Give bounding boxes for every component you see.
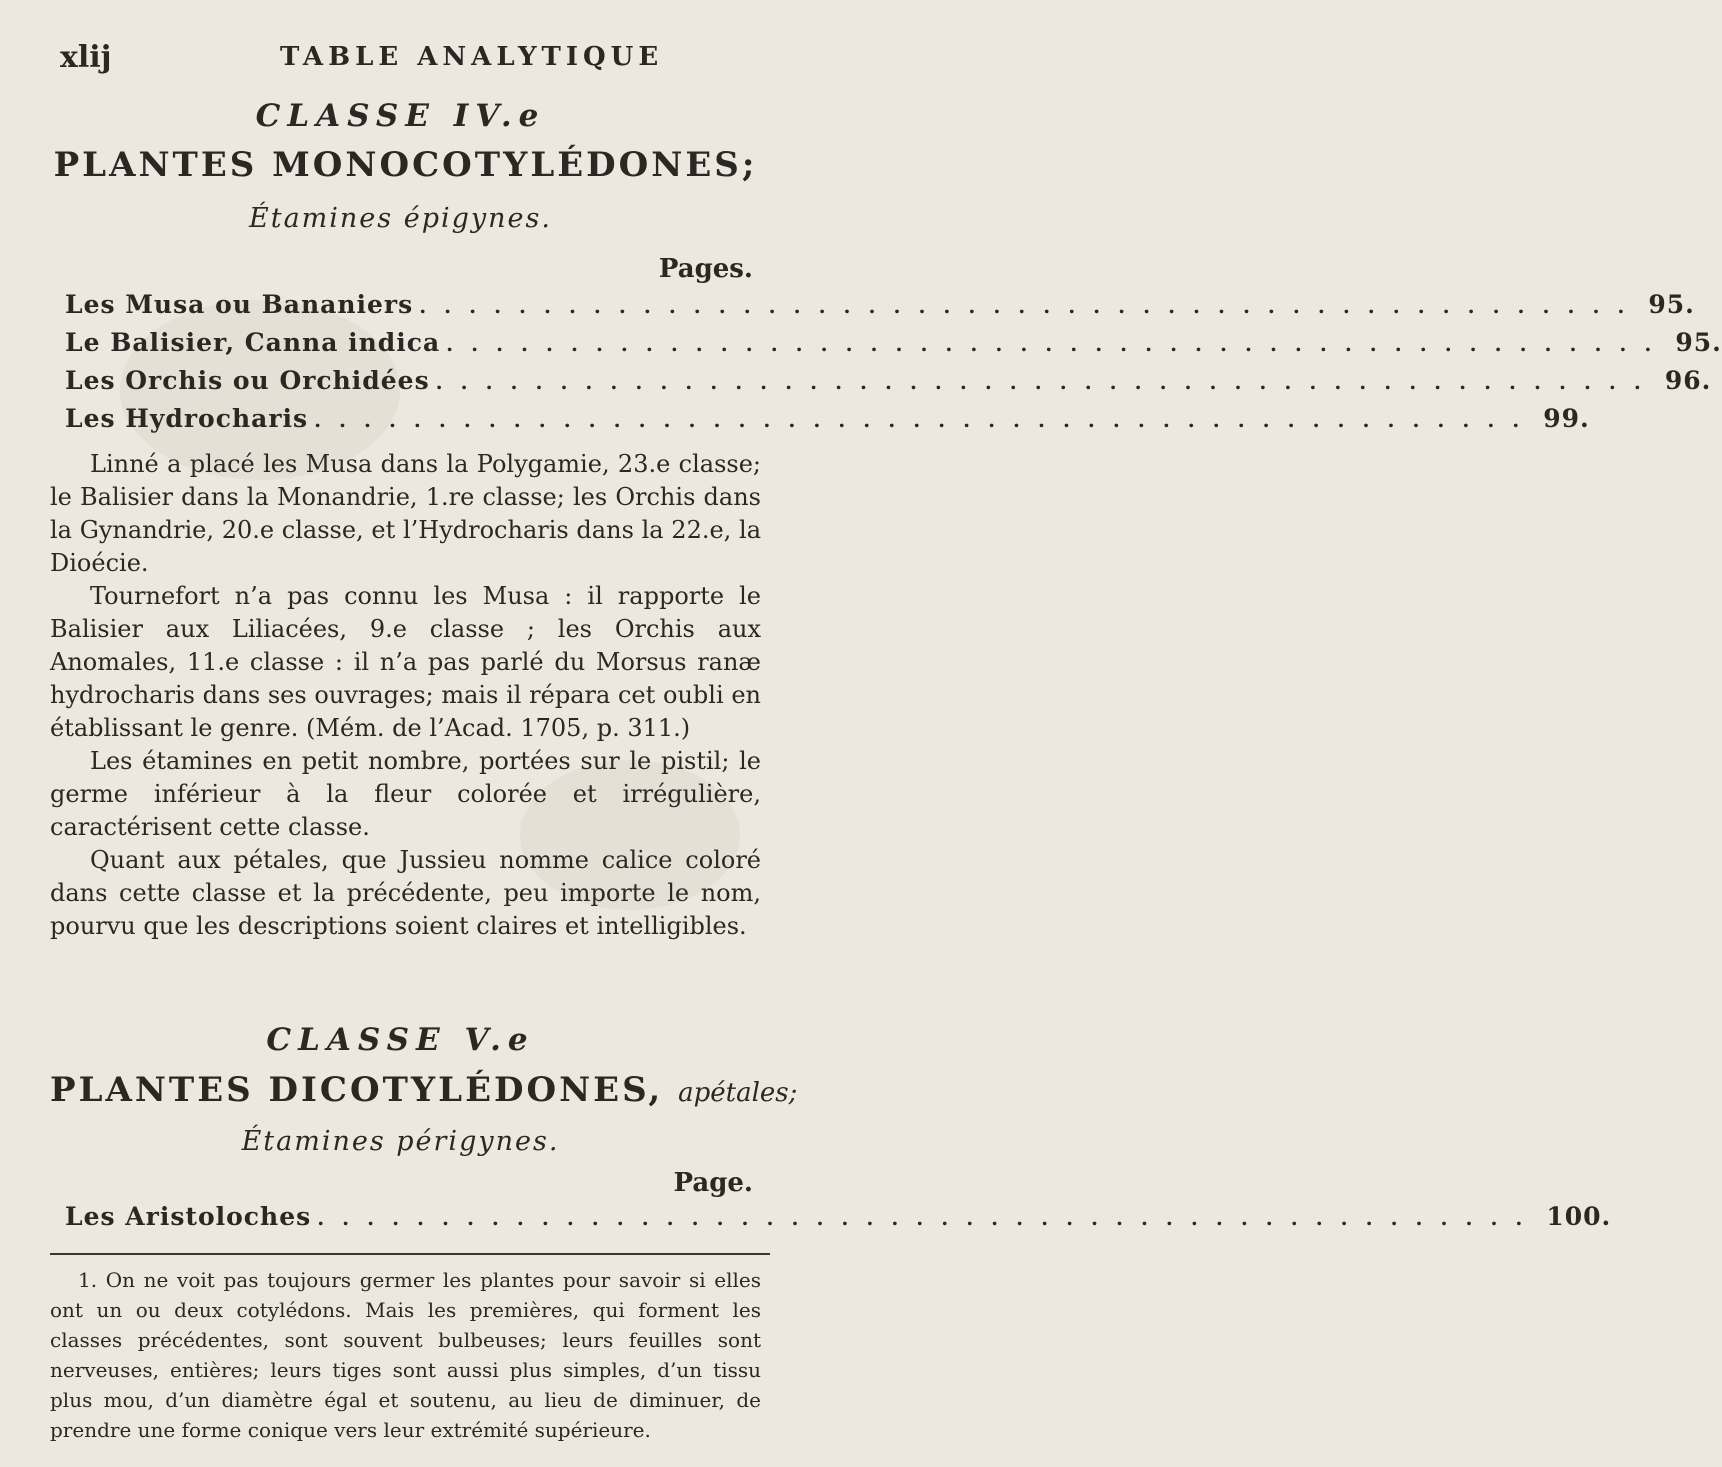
class-v-title: CLASSE V.e (266, 1022, 535, 1058)
toc-row (65, 404, 1590, 442)
toc-row (65, 366, 1712, 404)
toc-entry-name: Les Musa ou Bananiers (65, 290, 414, 319)
class-v-group-title (50, 1070, 798, 1110)
class-v-toc (65, 1202, 1612, 1240)
toc-row (65, 290, 1695, 328)
leader-dots: ................................................. (317, 1206, 1541, 1230)
leader-dots: ................................................. (314, 408, 1538, 432)
page-header (60, 40, 761, 80)
page-label: Page. (673, 1168, 753, 1198)
class-v-group-name: PLANTES DICOTYLÉDONES, (50, 1070, 664, 1110)
toc-entry-name: Le Balisier, Canna indica (65, 328, 441, 357)
class-iv-group-title: PLANTES MONOCOTYLÉDONES; (53, 145, 758, 185)
toc-entry-name: Les Hydrocharis (65, 404, 309, 433)
leader-dots: ................................................. (419, 294, 1643, 318)
class-iv-subtitle: Étamines épigynes. (249, 203, 552, 234)
class-v-group-qualifier: apétales; (678, 1078, 798, 1108)
toc-entry-name: Les Orchis ou Orchidées (65, 366, 430, 395)
toc-entry-page: 96. (1664, 366, 1712, 395)
paragraph: Tournefort n’a pas connu les Musa : il rapporte le Balisier aux Liliacées, 9.e classe ; les Orchis aux Anomales, 11.e classe : il n’a pas parlé du Morsus ranæ hydrocharis dans ses ouvrages; mais il répara cet oubli en établissant le genre. (Mém. de l’Acad. 1705, p. 311.) (50, 582, 761, 742)
leader-dots: ................................................. (435, 370, 1659, 394)
running-title: TABLE ANALYTIQUE (280, 42, 664, 72)
footnote (50, 1265, 761, 1445)
footnote-text: 1. On ne voit pas toujours germer les plantes pour savoir si elles ont un ou deux cotylédons. Mais les premières, qui forment les classes précédentes, sont souvent bulbeuses; leurs feuilles sont nerveuses, entières; leurs tiges sont aussi plus simples, d’un tissu plus mou, d’un diamètre égal et soutenu, au lieu de diminuer, de prendre une forme conique vers leur extrémité supérieure. (50, 1268, 761, 1442)
toc-row (65, 328, 1722, 366)
paragraph: Linné a placé les Musa dans la Polygamie, 23.e classe; le Balisier dans la Monandrie, 1.re classe; les Orchis dans la Gynandrie, 20.e classe, et l’Hydrocharis dans la 22.e, la Dioécie. (50, 450, 761, 577)
class-v-subtitle: Étamines périgynes. (241, 1126, 560, 1157)
toc-entry-page: 100. (1546, 1202, 1612, 1231)
footnote-rule (50, 1253, 770, 1255)
toc-entry-page: 99. (1543, 404, 1590, 433)
pages-label: Pages. (658, 254, 753, 284)
toc-entry-name: Les Aristoloches (65, 1202, 312, 1231)
paragraph: Quant aux pétales, que Jussieu nomme calice coloré dans cette classe et la précédente, peu importe le nom, pourvu que les descriptions soient claires et intelligibles. (50, 846, 761, 940)
class-iv-toc (65, 290, 1722, 442)
page-number: xlij (60, 40, 112, 75)
body-text (50, 448, 761, 943)
paragraph: Les étamines en petit nombre, portées sur le pistil; le germe inférieur à la fleur colorée et irrégulière, caractérisent cette classe. (50, 747, 761, 841)
toc-row (65, 1202, 1612, 1240)
toc-entry-page: 95. (1675, 328, 1722, 357)
toc-entry-page: 95. (1648, 290, 1695, 319)
leader-dots: ................................................. (446, 332, 1670, 356)
class-iv-title: CLASSE IV.e (255, 98, 546, 134)
